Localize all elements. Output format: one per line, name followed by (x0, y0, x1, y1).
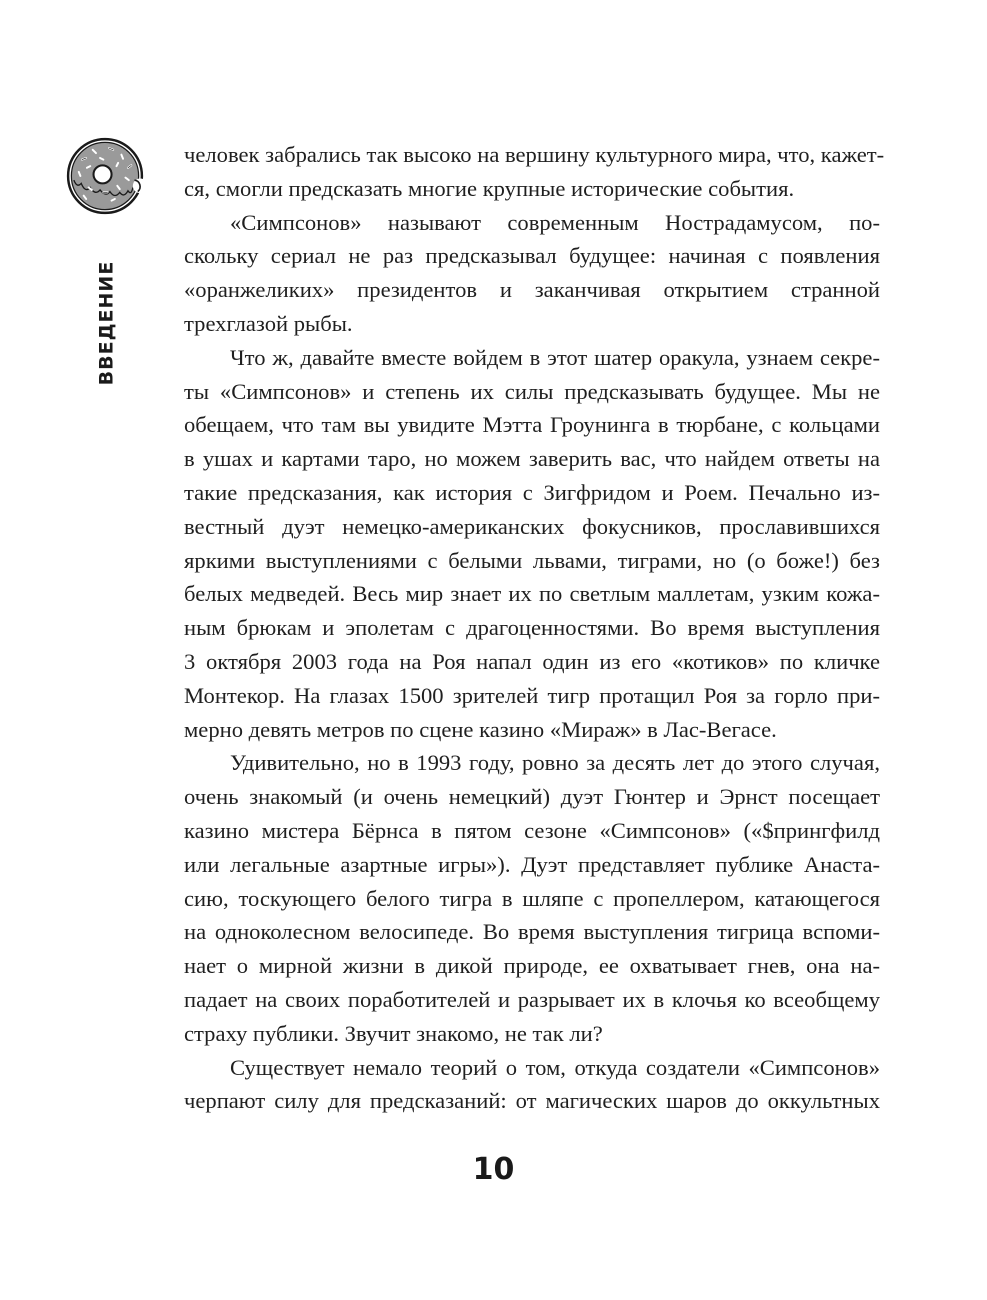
section-label-text: ВВЕДЕНИЕ (95, 260, 118, 386)
text-line: яркими выступлениями с белыми львами, тиграми, но (о боже!) без (184, 547, 880, 573)
text-line: человек забрались так высоко на вершину культурного мира, что, кажет- (184, 142, 885, 167)
text-line: очень знакомый (и очень немецкий) дуэт Гюнтер и Эрнст посещает (184, 784, 880, 810)
text-line: такие предсказания, как история с Зигфридом и Роем. Печально из- (184, 479, 880, 505)
body-text (184, 138, 885, 1118)
donut-icon (64, 135, 146, 217)
text-line: Монтекор. На глазах 1500 зрителей тигр протащил Роя за горло при- (184, 682, 880, 708)
text-line: Удивительно, но в 1993 году, ровно за десять лет до этого случая, (230, 750, 880, 776)
text-line: или легальные азартные игры»). Дуэт представляет публике Анаста- (184, 851, 880, 877)
text-line: «Симпсонов» называют современным Нострадамусом, по- (230, 209, 880, 235)
text-line: страху публики. Звучит знакомо, не так ли? (184, 1020, 603, 1046)
section-label (86, 257, 126, 389)
text-line: на одноколесном велосипеде. Во время выступления тигрица вспоми- (184, 919, 880, 945)
text-line: мерно девять метров по сцене казино «Мираж» в Лас-Вегасе. (184, 716, 777, 742)
page-number: 10 (472, 1152, 515, 1187)
text-line: белых медведей. Весь мир знает их по светлым маллетам, узким кожа- (184, 581, 880, 607)
text-line: падает на своих поработителей и разрывает их в клочья ко всеобщему (184, 986, 880, 1012)
text-line: 3 октября 2003 года на Роя напал один из его «котиков» по кличке (184, 648, 880, 674)
text-line: «оранжеликих» президентов и заканчивая открытием странной (184, 277, 880, 303)
text-line: казино мистера Бёрнса в пятом сезоне «Симпсонов» («$прингфилд (184, 817, 880, 843)
text-line: ты «Симпсонов» и степень их силы предсказывать будущее. Мы не (184, 378, 880, 404)
text-line: Что ж, давайте вместе войдем в этот шатер оракула, узнаем секре- (230, 344, 880, 370)
text-line: черпают силу для предсказаний: от магических шаров до оккультных (184, 1088, 880, 1114)
text-line: ным брюкам и эполетам с драгоценностями. Во время выступления (184, 615, 880, 641)
text-line: в ушах и картами таро, но можем заверить вас, что найдем ответы на (184, 446, 880, 472)
text-line: нает о мирной жизни в дикой природе, ее охватывает гнев, она на- (184, 953, 880, 979)
text-line: вестный дуэт немецко-американских фокусников, прославившихся (184, 513, 880, 539)
text-line: сию, тоскующего белого тигра в шляпе с пропеллером, катающегося (184, 885, 880, 911)
text-line: скольку сериал не раз предсказывал будущее: начиная с появления (184, 243, 880, 269)
text-line: ся, смогли предсказать многие крупные исторические события. (184, 175, 795, 201)
text-line: Существует немало теорий о том, откуда создатели «Симпсонов» (230, 1054, 880, 1080)
text-line: трехглазой рыбы. (184, 310, 353, 336)
text-line: обещаем, что там вы увидите Мэтта Гроунинга в тюрбане, с кольцами (184, 412, 880, 438)
